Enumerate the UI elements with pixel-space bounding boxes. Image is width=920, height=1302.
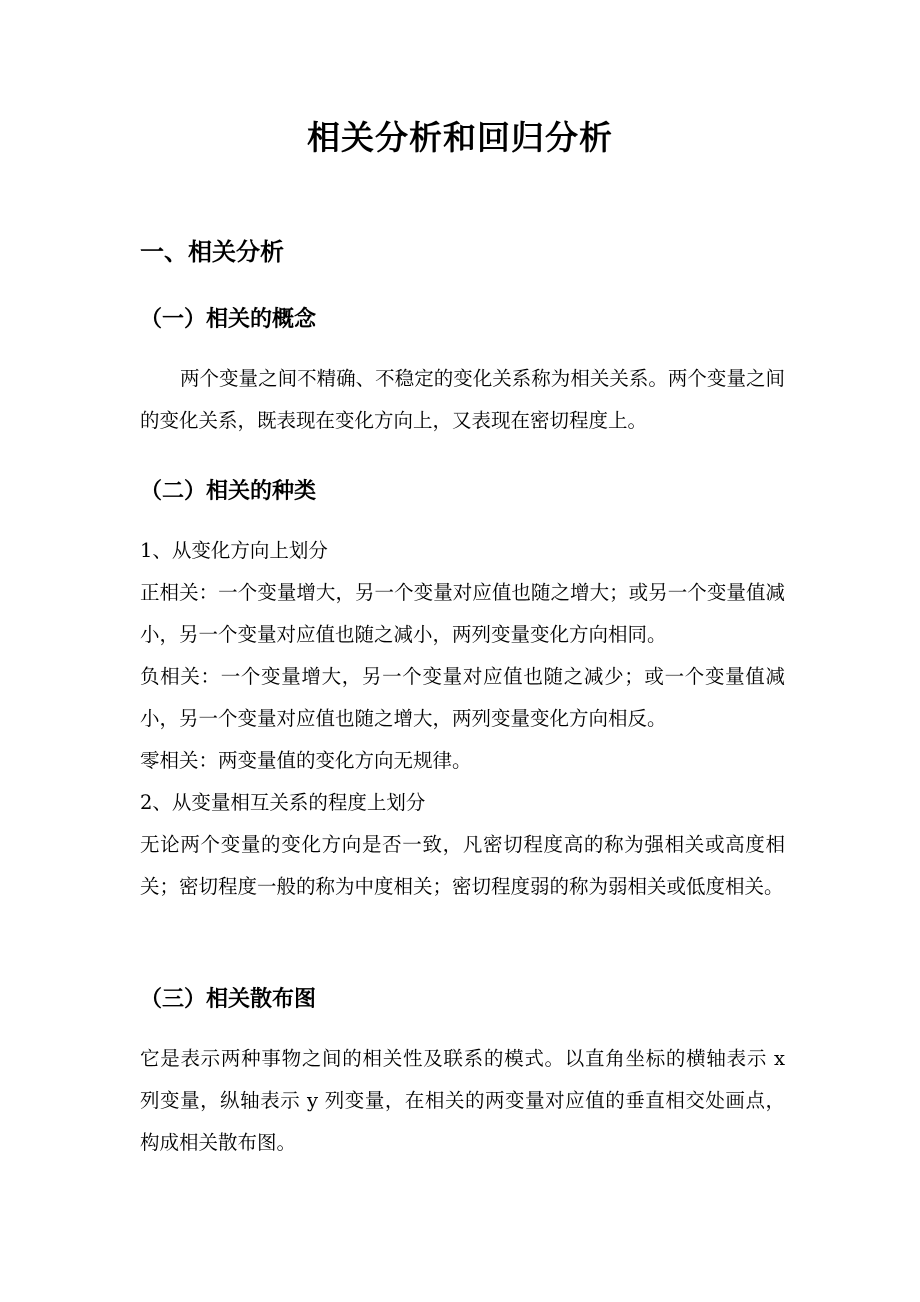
item-heading-degree: 2、从变量相互关系的程度上划分 <box>140 791 426 814</box>
subsection-heading-concept: （一）相关的概念 <box>140 307 317 332</box>
document-title: 相关分析和回归分析 <box>307 118 613 157</box>
paragraph-zero-correlation: 零相关：两变量值的变化方向无规律。 <box>140 749 472 772</box>
paragraph-concept: 两个变量之间不精确、不稳定的变化关系称为相关关系。两个变量之间的变化关系，既表现在变化方向上，又表现在密切程度上。 <box>140 367 785 432</box>
paragraph-correlation-degree: 无论两个变量的变化方向是否一致，凡密切程度高的称为强相关或高度相关；密切程度一般的称为中度相关；密切程度弱的称为弱相关或低度相关。 <box>140 833 785 898</box>
subsection-heading-types: （二）相关的种类 <box>140 479 317 504</box>
subsection-heading-scatter-plot: （三）相关散布图 <box>140 987 317 1012</box>
paragraph-scatter-plot: 它是表示两种事物之间的相关性及联系的模式。以直角坐标的横轴表示 x 列变量，纵轴表示 y 列变量，在相关的两变量对应值的垂直相交处画点，构成相关散布图。 <box>140 1047 785 1154</box>
paragraph-negative-correlation: 负相关：一个变量增大，另一个变量对应值也随之减少；或一个变量值减小，另一个变量对应值也随之增大，两列变量变化方向相反。 <box>140 665 785 730</box>
item-heading-direction: 1、从变化方向上划分 <box>140 539 328 562</box>
paragraph-positive-correlation: 正相关：一个变量增大，另一个变量对应值也随之增大；或另一个变量值减小，另一个变量对应值也随之减小，两列变量变化方向相同。 <box>140 581 785 646</box>
section-heading-correlation-analysis: 一、相关分析 <box>140 238 284 266</box>
